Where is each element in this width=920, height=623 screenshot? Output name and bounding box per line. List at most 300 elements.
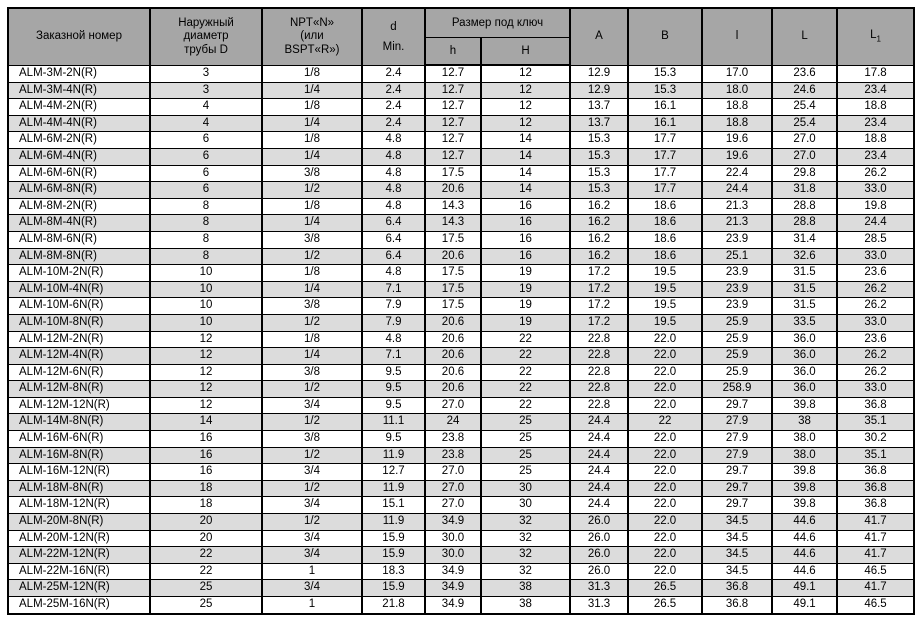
cell-thread-size: 1/4 <box>262 82 362 99</box>
cell-A: 17.2 <box>570 281 628 298</box>
cell-B: 17.7 <box>628 148 702 165</box>
cell-L1: 18.8 <box>837 132 914 149</box>
cell-d-min: 15.1 <box>362 497 425 514</box>
cell-d-min: 15.9 <box>362 580 425 597</box>
cell-wrench-H: 25 <box>481 431 570 448</box>
cell-d-min: 4.8 <box>362 265 425 282</box>
cell-outer-diameter: 20 <box>150 530 262 547</box>
cell-outer-diameter: 25 <box>150 597 262 614</box>
cell-L1: 26.2 <box>837 165 914 182</box>
cell-B: 26.5 <box>628 597 702 614</box>
cell-order-number: ALM-14M-8N(R) <box>8 414 150 431</box>
cell-A: 16.2 <box>570 215 628 232</box>
cell-outer-diameter: 22 <box>150 547 262 564</box>
cell-L: 33.5 <box>772 314 837 331</box>
cell-B: 17.7 <box>628 182 702 199</box>
cell-outer-diameter: 10 <box>150 265 262 282</box>
table-row <box>8 364 914 381</box>
cell-wrench-h: 27.0 <box>425 497 481 514</box>
cell-d-min: 7.9 <box>362 314 425 331</box>
cell-B: 22.0 <box>628 348 702 365</box>
cell-L1: 23.6 <box>837 331 914 348</box>
table-row <box>8 397 914 414</box>
cell-outer-diameter: 18 <box>150 480 262 497</box>
cell-thread-size: 1/4 <box>262 281 362 298</box>
cell-wrench-H: 16 <box>481 231 570 248</box>
table-row <box>8 331 914 348</box>
cell-l: 27.9 <box>702 447 772 464</box>
cell-order-number: ALM-22M-16N(R) <box>8 563 150 580</box>
cell-l: 29.7 <box>702 397 772 414</box>
header-L1-base: L <box>870 28 877 41</box>
cell-wrench-h: 24 <box>425 414 481 431</box>
cell-thread-size: 1/4 <box>262 148 362 165</box>
cell-thread-size: 1/2 <box>262 248 362 265</box>
cell-d-min: 18.3 <box>362 563 425 580</box>
cell-L: 31.5 <box>772 298 837 315</box>
cell-wrench-h: 14.3 <box>425 215 481 232</box>
table-row <box>8 82 914 99</box>
cell-A: 24.4 <box>570 431 628 448</box>
cell-L1: 41.7 <box>837 580 914 597</box>
cell-L: 38.0 <box>772 431 837 448</box>
cell-L1: 33.0 <box>837 248 914 265</box>
cell-A: 31.3 <box>570 580 628 597</box>
cell-l: 21.3 <box>702 215 772 232</box>
cell-A: 15.3 <box>570 148 628 165</box>
cell-wrench-h: 20.6 <box>425 348 481 365</box>
cell-wrench-H: 22 <box>481 364 570 381</box>
table-row <box>8 182 914 199</box>
cell-order-number: ALM-10M-8N(R) <box>8 314 150 331</box>
header-thread-size <box>262 8 362 65</box>
cell-outer-diameter: 12 <box>150 348 262 365</box>
cell-outer-diameter: 16 <box>150 464 262 481</box>
cell-d-min: 15.9 <box>362 547 425 564</box>
cell-L: 23.6 <box>772 65 837 82</box>
cell-L1: 36.8 <box>837 397 914 414</box>
cell-wrench-H: 32 <box>481 547 570 564</box>
cell-outer-diameter: 6 <box>150 132 262 149</box>
cell-order-number: ALM-4M-4N(R) <box>8 115 150 132</box>
dimensions-table <box>7 7 915 615</box>
cell-outer-diameter: 8 <box>150 248 262 265</box>
cell-B: 16.1 <box>628 115 702 132</box>
cell-outer-diameter: 12 <box>150 381 262 398</box>
cell-l: 17.0 <box>702 65 772 82</box>
cell-B: 15.3 <box>628 65 702 82</box>
cell-wrench-H: 16 <box>481 248 570 265</box>
cell-L: 39.8 <box>772 497 837 514</box>
cell-thread-size: 1/8 <box>262 132 362 149</box>
cell-L1: 35.1 <box>837 447 914 464</box>
cell-L1: 17.8 <box>837 65 914 82</box>
cell-thread-size: 1/8 <box>262 198 362 215</box>
cell-wrench-H: 32 <box>481 530 570 547</box>
cell-L: 31.5 <box>772 281 837 298</box>
cell-L1: 30.2 <box>837 431 914 448</box>
cell-order-number: ALM-8M-4N(R) <box>8 215 150 232</box>
cell-outer-diameter: 22 <box>150 563 262 580</box>
cell-B: 22.0 <box>628 397 702 414</box>
cell-L1: 26.2 <box>837 364 914 381</box>
cell-B: 16.1 <box>628 99 702 116</box>
cell-wrench-H: 25 <box>481 464 570 481</box>
cell-A: 22.8 <box>570 348 628 365</box>
cell-thread-size: 1/2 <box>262 381 362 398</box>
cell-l: 21.3 <box>702 198 772 215</box>
cell-order-number: ALM-16M-8N(R) <box>8 447 150 464</box>
cell-wrench-h: 17.5 <box>425 281 481 298</box>
cell-A: 24.4 <box>570 480 628 497</box>
cell-d-min: 4.8 <box>362 198 425 215</box>
cell-wrench-h: 17.5 <box>425 265 481 282</box>
cell-thread-size: 3/4 <box>262 547 362 564</box>
cell-thread-size: 3/4 <box>262 580 362 597</box>
table-row <box>8 314 914 331</box>
header-d-min-line1: d <box>390 20 397 33</box>
header-outer-diameter <box>150 8 262 65</box>
cell-wrench-h: 23.8 <box>425 447 481 464</box>
cell-order-number: ALM-12M-12N(R) <box>8 397 150 414</box>
cell-outer-diameter: 10 <box>150 281 262 298</box>
cell-A: 12.9 <box>570 82 628 99</box>
cell-d-min: 6.4 <box>362 248 425 265</box>
cell-d-min: 7.9 <box>362 298 425 315</box>
cell-A: 13.7 <box>570 115 628 132</box>
cell-L: 24.6 <box>772 82 837 99</box>
cell-L: 44.6 <box>772 547 837 564</box>
cell-B: 22.0 <box>628 431 702 448</box>
cell-A: 17.2 <box>570 265 628 282</box>
cell-A: 24.4 <box>570 464 628 481</box>
header-wrench-h: h <box>425 38 481 66</box>
header-d-min <box>362 8 425 65</box>
cell-L1: 36.8 <box>837 497 914 514</box>
cell-l: 25.1 <box>702 248 772 265</box>
cell-A: 17.2 <box>570 298 628 315</box>
cell-d-min: 4.8 <box>362 148 425 165</box>
cell-outer-diameter: 4 <box>150 99 262 116</box>
cell-d-min: 11.9 <box>362 514 425 531</box>
table-row <box>8 115 914 132</box>
cell-A: 22.8 <box>570 381 628 398</box>
cell-d-min: 9.5 <box>362 381 425 398</box>
cell-wrench-H: 38 <box>481 597 570 614</box>
table-row <box>8 530 914 547</box>
cell-L1: 23.4 <box>837 115 914 132</box>
cell-thread-size: 1/8 <box>262 331 362 348</box>
cell-order-number: ALM-20M-8N(R) <box>8 514 150 531</box>
cell-L1: 35.1 <box>837 414 914 431</box>
cell-L: 39.8 <box>772 397 837 414</box>
header-l: l <box>702 8 772 65</box>
cell-wrench-H: 14 <box>481 148 570 165</box>
cell-A: 15.3 <box>570 182 628 199</box>
header-L1 <box>837 8 914 65</box>
cell-order-number: ALM-10M-2N(R) <box>8 265 150 282</box>
cell-order-number: ALM-12M-4N(R) <box>8 348 150 365</box>
cell-A: 17.2 <box>570 314 628 331</box>
cell-d-min: 4.8 <box>362 165 425 182</box>
table-row <box>8 215 914 232</box>
cell-wrench-H: 19 <box>481 314 570 331</box>
cell-wrench-H: 38 <box>481 580 570 597</box>
cell-order-number: ALM-10M-4N(R) <box>8 281 150 298</box>
cell-outer-diameter: 6 <box>150 165 262 182</box>
cell-L: 39.8 <box>772 464 837 481</box>
cell-outer-diameter: 16 <box>150 447 262 464</box>
cell-order-number: ALM-8M-8N(R) <box>8 248 150 265</box>
cell-L1: 33.0 <box>837 381 914 398</box>
cell-thread-size: 1/2 <box>262 314 362 331</box>
cell-B: 19.5 <box>628 298 702 315</box>
table-row <box>8 265 914 282</box>
cell-order-number: ALM-8M-2N(R) <box>8 198 150 215</box>
cell-thread-size: 1/8 <box>262 65 362 82</box>
cell-wrench-h: 34.9 <box>425 514 481 531</box>
cell-d-min: 4.8 <box>362 182 425 199</box>
cell-thread-size: 3/8 <box>262 298 362 315</box>
table-row <box>8 132 914 149</box>
cell-wrench-h: 27.0 <box>425 480 481 497</box>
cell-l: 18.8 <box>702 99 772 116</box>
cell-l: 23.9 <box>702 298 772 315</box>
cell-wrench-H: 14 <box>481 165 570 182</box>
cell-outer-diameter: 18 <box>150 497 262 514</box>
cell-thread-size: 3/4 <box>262 397 362 414</box>
cell-A: 26.0 <box>570 563 628 580</box>
table-row <box>8 165 914 182</box>
cell-wrench-H: 32 <box>481 514 570 531</box>
cell-thread-size: 1/2 <box>262 514 362 531</box>
cell-B: 22.0 <box>628 464 702 481</box>
cell-order-number: ALM-3M-2N(R) <box>8 65 150 82</box>
cell-wrench-h: 17.5 <box>425 231 481 248</box>
cell-B: 18.6 <box>628 248 702 265</box>
cell-l: 258.9 <box>702 381 772 398</box>
cell-thread-size: 1 <box>262 597 362 614</box>
table-row <box>8 281 914 298</box>
table-row <box>8 231 914 248</box>
table-row <box>8 547 914 564</box>
cell-order-number: ALM-3M-4N(R) <box>8 82 150 99</box>
cell-A: 24.4 <box>570 497 628 514</box>
table-row <box>8 580 914 597</box>
header-thread-size-line3: BSPT«R») <box>284 43 340 56</box>
cell-A: 13.7 <box>570 99 628 116</box>
cell-thread-size: 3/8 <box>262 231 362 248</box>
cell-A: 22.8 <box>570 364 628 381</box>
cell-B: 19.5 <box>628 265 702 282</box>
cell-B: 17.7 <box>628 132 702 149</box>
table-row <box>8 497 914 514</box>
table-row <box>8 148 914 165</box>
table-row <box>8 348 914 365</box>
cell-A: 22.8 <box>570 331 628 348</box>
cell-wrench-H: 19 <box>481 298 570 315</box>
cell-B: 22.0 <box>628 331 702 348</box>
cell-thread-size: 1/4 <box>262 215 362 232</box>
cell-order-number: ALM-6M-6N(R) <box>8 165 150 182</box>
cell-L: 38.0 <box>772 447 837 464</box>
cell-l: 34.5 <box>702 563 772 580</box>
cell-d-min: 9.5 <box>362 431 425 448</box>
cell-l: 27.9 <box>702 414 772 431</box>
cell-d-min: 11.9 <box>362 480 425 497</box>
cell-wrench-h: 30.0 <box>425 547 481 564</box>
cell-wrench-H: 22 <box>481 397 570 414</box>
cell-L: 31.8 <box>772 182 837 199</box>
table-row <box>8 563 914 580</box>
cell-d-min: 2.4 <box>362 65 425 82</box>
cell-L: 49.1 <box>772 580 837 597</box>
table-header <box>8 8 914 65</box>
cell-d-min: 9.5 <box>362 364 425 381</box>
cell-A: 15.3 <box>570 165 628 182</box>
header-thread-size-line1: NPT«N» <box>289 16 335 29</box>
cell-thread-size: 1/4 <box>262 348 362 365</box>
cell-wrench-H: 19 <box>481 281 570 298</box>
cell-L: 28.8 <box>772 198 837 215</box>
cell-B: 22.0 <box>628 364 702 381</box>
cell-thread-size: 3/8 <box>262 431 362 448</box>
cell-B: 15.3 <box>628 82 702 99</box>
cell-order-number: ALM-8M-6N(R) <box>8 231 150 248</box>
cell-l: 29.7 <box>702 497 772 514</box>
cell-thread-size: 3/4 <box>262 464 362 481</box>
cell-wrench-h: 14.3 <box>425 198 481 215</box>
cell-l: 18.0 <box>702 82 772 99</box>
table-row <box>8 298 914 315</box>
cell-thread-size: 3/8 <box>262 165 362 182</box>
table-row <box>8 414 914 431</box>
cell-outer-diameter: 6 <box>150 182 262 199</box>
header-A: A <box>570 8 628 65</box>
cell-A: 24.4 <box>570 414 628 431</box>
cell-l: 29.7 <box>702 464 772 481</box>
cell-l: 34.5 <box>702 514 772 531</box>
cell-outer-diameter: 12 <box>150 364 262 381</box>
table-row <box>8 464 914 481</box>
header-L: L <box>772 8 837 65</box>
cell-A: 24.4 <box>570 447 628 464</box>
cell-d-min: 2.4 <box>362 115 425 132</box>
table-body <box>8 65 914 614</box>
cell-wrench-H: 22 <box>481 348 570 365</box>
cell-outer-diameter: 25 <box>150 580 262 597</box>
cell-l: 34.5 <box>702 530 772 547</box>
cell-L: 32.6 <box>772 248 837 265</box>
cell-L: 36.0 <box>772 364 837 381</box>
cell-B: 22.0 <box>628 530 702 547</box>
cell-order-number: ALM-4M-2N(R) <box>8 99 150 116</box>
table-row <box>8 447 914 464</box>
table-row <box>8 248 914 265</box>
cell-L1: 28.5 <box>837 231 914 248</box>
cell-order-number: ALM-25M-16N(R) <box>8 597 150 614</box>
cell-wrench-H: 19 <box>481 265 570 282</box>
cell-l: 29.7 <box>702 480 772 497</box>
cell-thread-size: 1/2 <box>262 480 362 497</box>
cell-outer-diameter: 16 <box>150 431 262 448</box>
cell-wrench-H: 30 <box>481 480 570 497</box>
cell-L: 29.8 <box>772 165 837 182</box>
cell-wrench-H: 25 <box>481 414 570 431</box>
table-row <box>8 381 914 398</box>
table-row <box>8 480 914 497</box>
cell-order-number: ALM-16M-12N(R) <box>8 464 150 481</box>
cell-L: 36.0 <box>772 348 837 365</box>
cell-B: 18.6 <box>628 215 702 232</box>
cell-A: 22.8 <box>570 397 628 414</box>
cell-L1: 23.4 <box>837 82 914 99</box>
cell-B: 22.0 <box>628 563 702 580</box>
cell-wrench-H: 16 <box>481 215 570 232</box>
cell-L1: 41.7 <box>837 530 914 547</box>
cell-l: 25.9 <box>702 364 772 381</box>
cell-L1: 26.2 <box>837 298 914 315</box>
cell-d-min: 2.4 <box>362 99 425 116</box>
cell-A: 26.0 <box>570 514 628 531</box>
cell-thread-size: 1/8 <box>262 265 362 282</box>
cell-l: 19.6 <box>702 148 772 165</box>
cell-d-min: 2.4 <box>362 82 425 99</box>
cell-L: 31.5 <box>772 265 837 282</box>
cell-wrench-h: 27.0 <box>425 464 481 481</box>
cell-thread-size: 1/2 <box>262 182 362 199</box>
cell-outer-diameter: 12 <box>150 397 262 414</box>
cell-B: 22.0 <box>628 514 702 531</box>
cell-wrench-H: 22 <box>481 381 570 398</box>
cell-outer-diameter: 6 <box>150 148 262 165</box>
cell-d-min: 11.9 <box>362 447 425 464</box>
cell-outer-diameter: 3 <box>150 82 262 99</box>
cell-outer-diameter: 8 <box>150 215 262 232</box>
cell-wrench-h: 20.6 <box>425 314 481 331</box>
cell-B: 22 <box>628 414 702 431</box>
cell-outer-diameter: 14 <box>150 414 262 431</box>
cell-wrench-H: 22 <box>481 331 570 348</box>
cell-A: 31.3 <box>570 597 628 614</box>
cell-l: 25.9 <box>702 314 772 331</box>
cell-A: 16.2 <box>570 198 628 215</box>
cell-outer-diameter: 8 <box>150 231 262 248</box>
cell-wrench-h: 34.9 <box>425 563 481 580</box>
cell-wrench-h: 27.0 <box>425 397 481 414</box>
cell-d-min: 15.9 <box>362 530 425 547</box>
cell-A: 15.3 <box>570 132 628 149</box>
cell-L: 44.6 <box>772 563 837 580</box>
cell-d-min: 12.7 <box>362 464 425 481</box>
cell-d-min: 11.1 <box>362 414 425 431</box>
cell-thread-size: 1/2 <box>262 447 362 464</box>
header-outer-diameter-line1: Наружный <box>178 16 234 29</box>
header-thread-size-line2: (или <box>300 30 324 42</box>
cell-B: 18.6 <box>628 231 702 248</box>
cell-outer-diameter: 10 <box>150 314 262 331</box>
cell-wrench-h: 17.5 <box>425 165 481 182</box>
cell-wrench-h: 20.6 <box>425 331 481 348</box>
cell-L1: 18.8 <box>837 99 914 116</box>
cell-wrench-h: 23.8 <box>425 431 481 448</box>
header-order-number: Заказной номер <box>8 8 150 65</box>
cell-L: 36.0 <box>772 331 837 348</box>
cell-l: 36.8 <box>702 597 772 614</box>
cell-L1: 26.2 <box>837 281 914 298</box>
cell-L1: 46.5 <box>837 597 914 614</box>
cell-B: 22.0 <box>628 480 702 497</box>
